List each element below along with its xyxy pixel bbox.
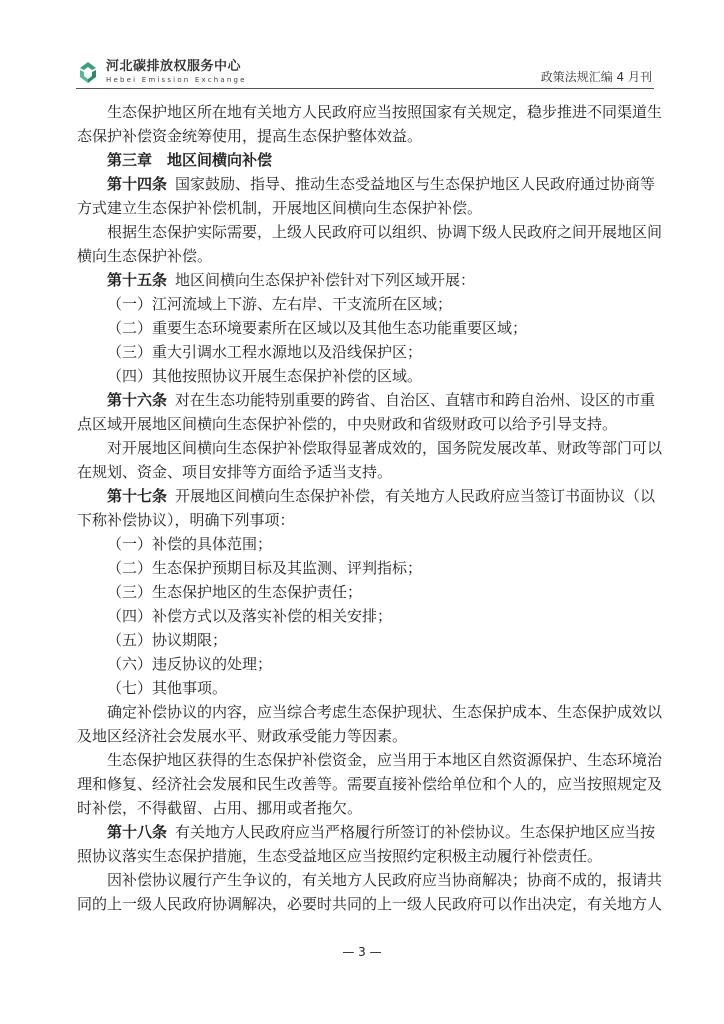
paragraph [77, 220, 663, 268]
text-line: 因补偿协议履行产生争议的，有关地方人民政府应当协商解决；协商不成的，报请共 [107, 871, 663, 889]
text-line: （四）其他按照协议开展生态保护补偿的区域。 [107, 367, 423, 385]
chapter-heading [77, 148, 653, 172]
text-line: （一）补偿的具体范围； [107, 535, 273, 553]
text-line: （二）生态保护预期目标及其监测、评判指标； [107, 559, 423, 577]
article-label: 第十五条 [107, 271, 168, 289]
paragraph [77, 868, 663, 916]
text-line: 点区域开展地区间横向生态保护补偿的，中央财政和省级财政可以给予引导支持。 [77, 415, 618, 433]
paragraph [77, 340, 653, 364]
article-label: 第十四条 [107, 175, 168, 193]
paragraph [77, 532, 653, 556]
text-line: （二）重要生态环境要素所在区域以及其他生态功能重要区域； [107, 319, 528, 337]
paragraph [77, 484, 656, 532]
publication-title: 政策法规汇编 4 月刊 [540, 70, 652, 84]
paragraph [77, 364, 653, 388]
article-text: 对在生态功能特别重要的跨省、自治区、直辖市和跨自治州、设区的市重 [175, 391, 656, 409]
text-line: 照协议落实生态保护措施，生态受益地区应当按照约定积极主动履行补偿责任。 [77, 847, 603, 865]
article-text: 有关地方人民政府应当严格履行所签订的补偿协议。生态保护地区应当按 [175, 823, 656, 841]
article-text: 国家鼓励、指导、推动生态受益地区与生态保护地区人民政府通过协商等 [175, 175, 656, 193]
page-number: — 3 — [342, 945, 382, 959]
text-line: 根据生态保护实际需要，上级人民政府可以组织、协调下级人民政府之间开展地区间 [107, 223, 663, 241]
text-line [77, 268, 653, 292]
text-line [77, 172, 656, 196]
paragraph [77, 700, 663, 748]
text-line: 横向生态保护补偿。 [77, 247, 213, 265]
article-text: 地区间横向生态保护补偿针对下列区域开展： [175, 271, 476, 289]
text-line: 时补偿，不得截留、占用、挪用或者拖欠。 [77, 799, 363, 817]
text-line [77, 388, 656, 412]
paragraph [77, 100, 663, 148]
paragraph [77, 292, 653, 316]
paragraph [77, 556, 653, 580]
paragraph [77, 172, 656, 220]
text-line: （五）协议期限； [107, 631, 228, 649]
logo-icon [76, 60, 100, 84]
text-line [77, 484, 656, 508]
brand-name: 河北碳排放权服务中心 [106, 59, 242, 74]
text-line: 同的上一级人民政府协调解决，必要时共同的上一级人民政府可以作出决定，有关地方人 [77, 895, 663, 913]
text-line: 生态保护地区所在地有关地方人民政府应当按照国家有关规定，稳步推进不同渠道生 [107, 103, 663, 121]
text-line: 态保护补偿资金统筹使用，提高生态保护整体效益。 [77, 127, 423, 145]
heading-text: 第三章 地区间横向补偿 [107, 151, 273, 169]
paragraph [77, 676, 653, 700]
article-label: 第十八条 [107, 823, 168, 841]
paragraph [77, 388, 656, 436]
text-line: （一）江河流域上下游、左右岸、干支流所在区域； [107, 295, 453, 313]
text-line: （三）重大引调水工程水源地以及沿线保护区； [107, 343, 423, 361]
paragraph [77, 436, 663, 484]
text-line: （六）违反协议的处理； [107, 655, 273, 673]
text-line: 理和修复、经济社会发展和民生改善等。需要直接补偿给单位和个人的，应当按照规定及 [77, 775, 663, 793]
text-line: （七）其他事项。 [107, 679, 228, 697]
article-label: 第十六条 [107, 391, 168, 409]
text-line: 方式建立生态保护补偿机制，开展地区间横向生态保护补偿。 [77, 199, 483, 217]
text-line: 下称补偿协议），明确下列事项： [77, 511, 295, 529]
brand-name-en: Hebei Emission Exchange [106, 76, 247, 84]
text-line: 确定补偿协议的内容，应当综合考虑生态保护现状、生态保护成本、生态保护成效以 [107, 703, 663, 721]
document-body [77, 100, 663, 916]
text-line: 生态保护地区获得的生态保护补偿资金，应当用于本地区自然资源保护、生态环境治 [107, 751, 663, 769]
text-line: （四）补偿方式以及落实补偿的相关安排； [107, 607, 393, 625]
text-line [77, 820, 656, 844]
text-line: （三）生态保护地区的生态保护责任； [107, 583, 363, 601]
paragraph [77, 820, 656, 868]
article-text: 开展地区间横向生态保护补偿，有关地方人民政府应当签订书面协议（以 [175, 487, 656, 505]
paragraph [77, 316, 653, 340]
page-header [76, 58, 654, 89]
paragraph [77, 628, 653, 652]
paragraph [77, 604, 653, 628]
paragraph [77, 580, 653, 604]
paragraph [77, 748, 663, 820]
paragraph [77, 268, 653, 292]
text-line: 对开展地区间横向生态保护补偿取得显著成效的，国务院发展改革、财政等部门可以 [107, 439, 663, 457]
text-line: 及地区经济社会发展水平、财政承受能力等因素。 [77, 727, 408, 745]
article-label: 第十七条 [107, 487, 168, 505]
text-line: 在规划、资金、项目安排等方面给予适当支持。 [77, 463, 393, 481]
paragraph [77, 652, 653, 676]
